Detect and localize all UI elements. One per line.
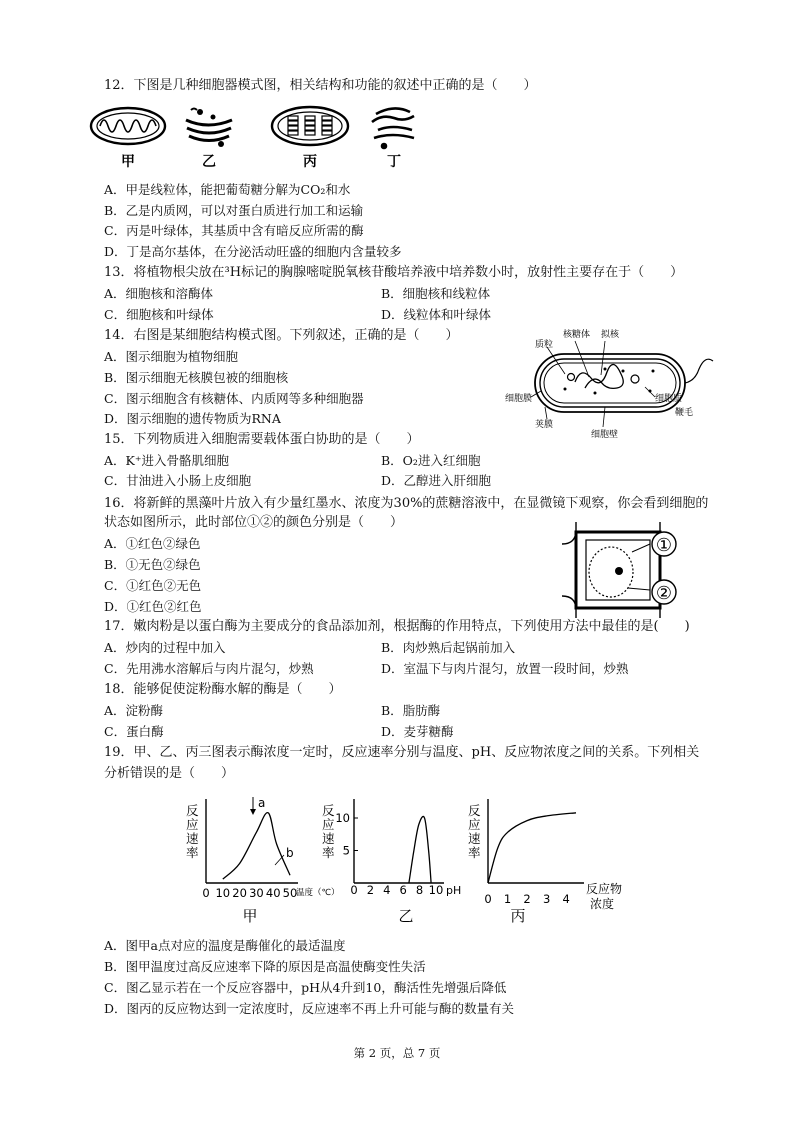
chart-temperature [180, 795, 340, 935]
chart-substrate [466, 795, 646, 935]
x-tick-label: 6 [399, 883, 407, 897]
ylabel-char: 速 [186, 831, 199, 846]
q15-option-a[interactable]: A．K⁺进入骨骼肌细胞 [104, 453, 229, 468]
ylabel-char: 应 [186, 817, 199, 832]
q17-option-d[interactable]: D．室温下与肉片混匀，放置一段时间，炒熟 [381, 661, 629, 676]
q12-option-a[interactable]: A．甲是线粒体，能把葡萄糖分解为CO₂和水 [104, 182, 351, 197]
x-tick-label: 0 [202, 886, 210, 900]
q13-stem: 13．将植物根尖放在³H标记的胸腺嘧啶脱氧核苷酸培养液中培养数小时，放射性主要存在于（ ） [104, 265, 684, 280]
q15-stem: 15．下列物质进入细胞需要载体蛋白协助的是（ ） [104, 432, 420, 447]
q16-option-a[interactable]: A．①红色②绿色 [104, 536, 201, 551]
chart-ph [318, 795, 468, 935]
chart-title: 丙 [510, 907, 526, 925]
x-tick-label: 2 [366, 883, 375, 897]
q12-option-b[interactable]: B．乙是内质网，可以对蛋白质进行加工和运输 [104, 203, 364, 218]
x-tick-label: 4 [383, 883, 391, 897]
series-line [488, 813, 576, 883]
ylabel-char: 率 [468, 845, 481, 860]
q16-stem-line2: 状态如图所示，此时部位①②的颜色分别是（ ） [104, 515, 404, 530]
xlabel: pH [446, 884, 462, 897]
x-tick-label: 20 [232, 886, 247, 900]
q12-option-c[interactable]: C．丙是叶绿体，其基质中含有暗反应所需的酶 [104, 223, 364, 238]
label-wall: 细胞壁 [591, 430, 619, 440]
annotation-a: a [258, 796, 266, 810]
q17-option-c[interactable]: C．先用沸水溶解后与肉片混匀，炒熟 [104, 661, 314, 676]
q18-option-b[interactable]: B．脂肪酶 [381, 703, 441, 718]
q17-stem: 17．嫩肉粉是以蛋白酶为主要成分的食品添加剂，根据酶的作用特点，下列使用方法中最佳的是( ) [104, 619, 690, 634]
golgi-icon [186, 109, 232, 148]
q12-stem: 12．下图是几种细胞器模式图，相关结构和功能的叙述中正确的是（ ） [104, 78, 537, 93]
label-nucleoid: 拟核 [601, 330, 620, 340]
chloroplast-icon [272, 107, 348, 145]
a-arrowhead [250, 809, 256, 815]
q19-option-b[interactable]: B．图甲温度过高反应速率下降的原因是高温使酶变性失活 [104, 959, 426, 974]
x-tick-label: 8 [415, 883, 424, 897]
q13-option-a[interactable]: A．细胞核和溶酶体 [104, 286, 214, 301]
q15-option-d[interactable]: D．乙醇进入肝细胞 [381, 473, 492, 488]
q14-stem: 14．右图是某细胞结构模式图。下列叙述，正确的是（ ） [104, 328, 459, 343]
x-tick-label: 2 [523, 892, 531, 906]
ylabel-char: 速 [322, 831, 335, 846]
chart-substrate-ylabel [468, 803, 481, 860]
x-tick-label: 0 [350, 883, 358, 897]
ylabel-char: 率 [322, 845, 335, 860]
er-icon [372, 108, 414, 148]
q18-option-d[interactable]: D．麦芽糖酶 [381, 724, 454, 739]
label-flagellum: 鞭毛 [675, 408, 694, 418]
ylabel-char: 应 [468, 817, 481, 832]
x-tick-label: 1 [503, 892, 512, 906]
q14-option-a[interactable]: A．图示细胞为植物细胞 [104, 349, 239, 364]
x-tick-label: 50 [282, 886, 298, 900]
x-tick-label: 3 [543, 892, 551, 906]
q12-label-ding: 丁 [387, 154, 401, 170]
ylabel-char: 反 [186, 803, 199, 818]
label-plasmid: 质粒 [535, 340, 554, 350]
q16-option-c[interactable]: C．①红色②无色 [104, 578, 202, 593]
q14-option-b[interactable]: B．图示细胞无核膜包被的细胞核 [104, 370, 289, 385]
x-tick-label: 10 [215, 886, 231, 900]
q15-option-b[interactable]: B．O₂进入红细胞 [381, 453, 481, 468]
chart-ph-ylabel [322, 803, 335, 860]
y-tick-label: 10 [335, 811, 350, 825]
bacterium-figure [505, 327, 717, 442]
q17-option-b[interactable]: B．肉炒熟后起锅前加入 [381, 640, 516, 655]
series-line [409, 816, 431, 883]
q14-option-d[interactable]: D．图示细胞的遗传物质为RNA [104, 411, 281, 426]
q16-option-b[interactable]: B．①无色②绿色 [104, 557, 201, 572]
q19-option-c[interactable]: C．图乙显示若在一个反应容器中，pH从4升到10，酶活性先增强后降低 [104, 980, 507, 995]
q18-option-c[interactable]: C．蛋白酶 [104, 724, 164, 739]
q15-option-c[interactable]: C．甘油进入小肠上皮细胞 [104, 473, 252, 488]
mark-2: ② [655, 583, 673, 604]
q13-option-b[interactable]: B．细胞核和线粒体 [381, 286, 491, 301]
x-tick-label: 10 [428, 883, 444, 897]
series-line [223, 813, 290, 880]
ylabel-char: 率 [186, 845, 199, 860]
y-tick-label: 5 [342, 843, 350, 858]
label-membrane: 细胞膜 [505, 394, 533, 404]
xlabel: 温度（℃） [296, 888, 340, 898]
x-tick-label: 0 [484, 892, 492, 906]
ylabel-char: 应 [322, 817, 335, 832]
q12-label-yi: 乙 [202, 154, 216, 170]
annotation-b: b [286, 846, 294, 860]
q17-option-a[interactable]: A．炒肉的过程中加入 [104, 640, 226, 655]
chart-title: 甲 [242, 907, 258, 925]
label-cytoplasm: 细胞质 [655, 394, 683, 404]
xlabel-part2: 浓度 [590, 897, 615, 911]
chart-title: 乙 [398, 907, 414, 925]
q19-stem-line1: 19．甲、乙、丙三图表示酶浓度一定时，反应速率分别与温度、pH、反应物浓度之间的关系。下列相关 [104, 745, 700, 760]
q19-stem-line2: 分析错误的是（ ） [104, 766, 235, 781]
label-ribosome: 核糖体 [563, 330, 591, 340]
mark-1: ① [655, 535, 673, 556]
xlabel-part1: 反应物 [586, 882, 623, 896]
ylabel-char: 速 [468, 831, 481, 846]
q18-option-a[interactable]: A．淀粉酶 [104, 703, 164, 718]
label-capsule: 荚膜 [535, 420, 554, 430]
q12-label-jia: 甲 [121, 154, 135, 170]
q12-option-d[interactable]: D．丁是高尔基体，在分泌活动旺盛的细胞内含量较多 [104, 244, 402, 259]
x-tick-label: 30 [249, 886, 264, 900]
ylabel-char: 反 [322, 803, 335, 818]
ylabel-char: 反 [468, 803, 481, 818]
q19-option-a[interactable]: A．图甲a点对应的温度是酶催化的最适温度 [104, 938, 346, 953]
q14-option-c[interactable]: C．图示细胞含有核糖体、内质网等多种细胞器 [104, 391, 364, 406]
q13-option-c[interactable]: C．细胞核和叶绿体 [104, 307, 214, 322]
q16-option-d[interactable]: D．①红色②红色 [104, 599, 202, 614]
q16-stem-line1: 16．将新鲜的黑藻叶片放入有少量红墨水、浓度为30%的蔗糖溶液中，在显微镜下观察，你会看到细胞的 [104, 496, 709, 511]
chart-temperature-ylabel [186, 803, 199, 860]
q19-option-d[interactable]: D．图丙的反应物达到一定浓度时，反应速率不再上升可能与酶的数量有关 [104, 1001, 515, 1016]
q12-label-bing: 丙 [303, 154, 317, 170]
q18-stem: 18．能够促使淀粉酶水解的酶是（ ） [104, 682, 342, 697]
q12-organelle-figure [88, 104, 428, 174]
page-footer: 第 2 页，总 7 页 [353, 1046, 441, 1060]
q13-option-d[interactable]: D．线粒体和叶绿体 [381, 307, 492, 322]
x-tick-label: 4 [562, 892, 570, 906]
x-tick-label: 40 [265, 886, 281, 900]
plasmolysis-figure [562, 522, 710, 618]
mitochondrion-icon [91, 108, 165, 144]
